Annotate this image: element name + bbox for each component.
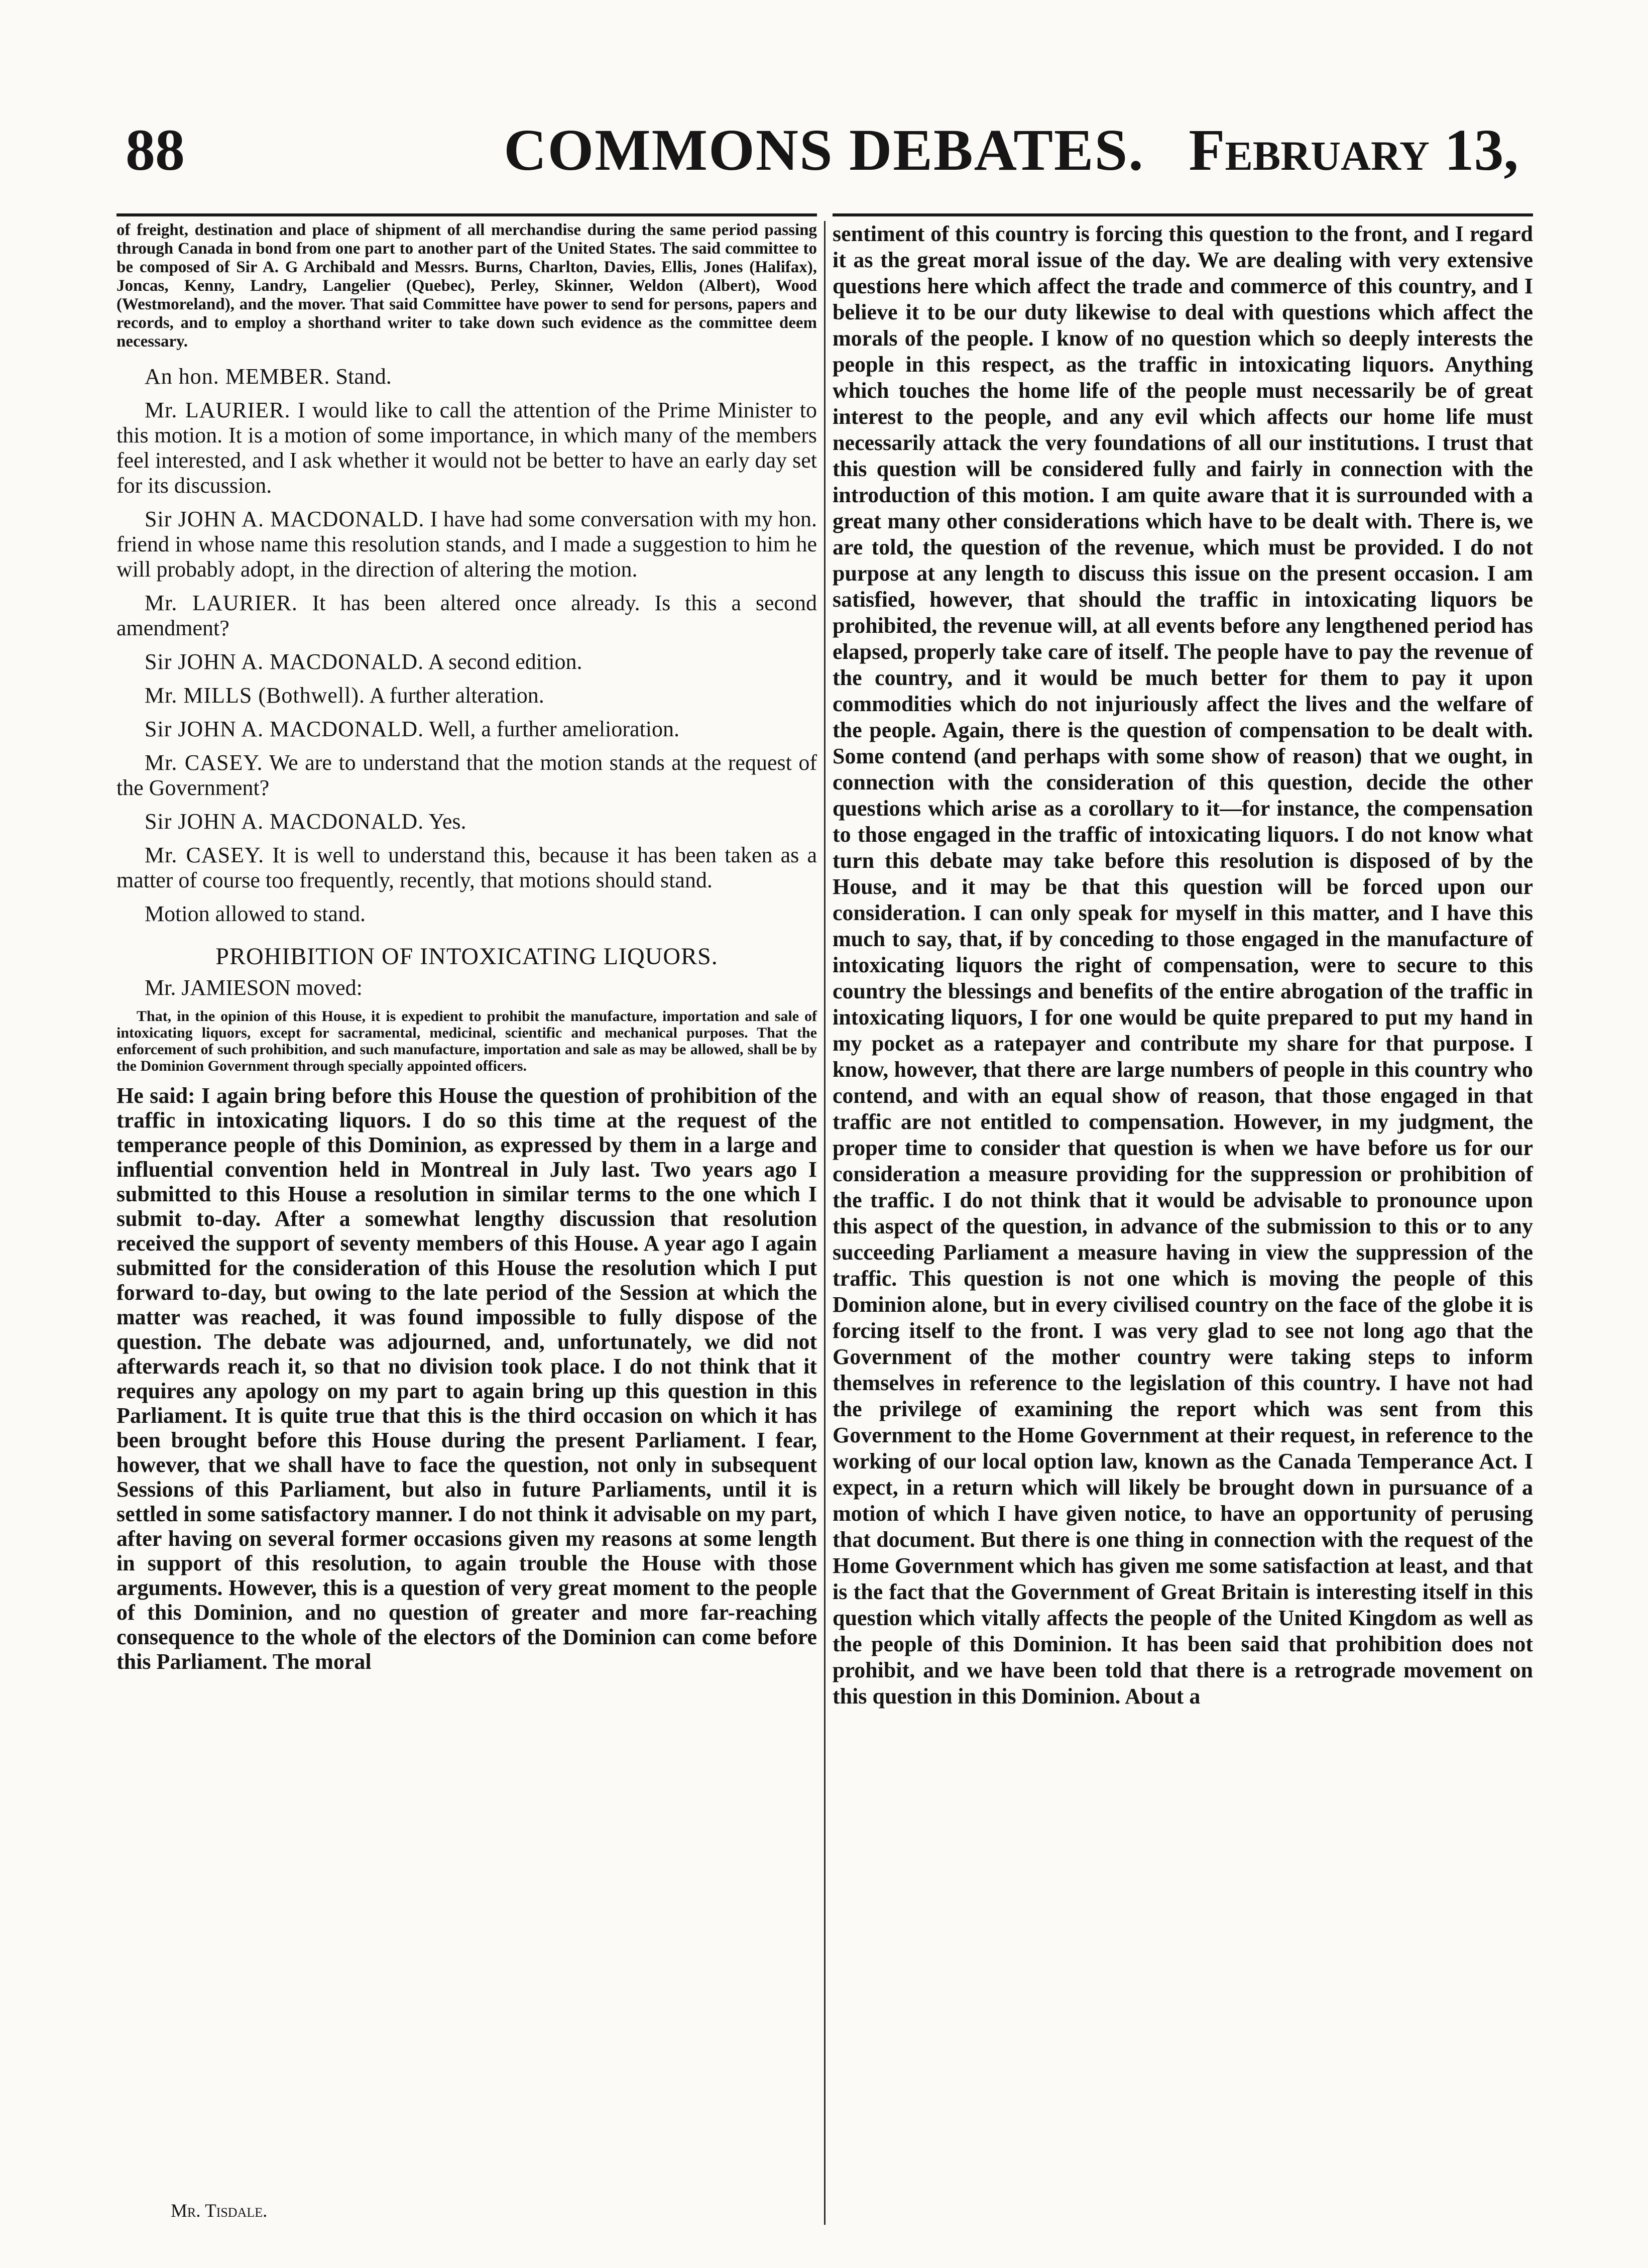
speech-text: It has been altered once already. Is this a second amendment? — [116, 591, 817, 640]
debate-paragraph — [116, 843, 817, 893]
page-number: 88 — [126, 117, 185, 183]
speaker-name: Sir JOHN A. MACDONALD. — [145, 809, 424, 834]
debate-paragraph — [116, 809, 817, 834]
debate-paragraph — [116, 649, 817, 674]
page-title: COMMONS DEBATES. — [504, 117, 1144, 183]
speaker-name: Mr. JAMIESON — [145, 975, 291, 1000]
header-rule-left — [116, 213, 817, 216]
left-column — [116, 221, 817, 1674]
speaker-name: Sir JOHN A. MACDONALD. — [145, 507, 425, 531]
page-date: February 13, — [1189, 117, 1518, 183]
resolution-text: That, in the opinion of this House, it is expedient to prohibit the manufacture, importation and sale of intoxicating liquors, except for sacramental, medicinal, scientific and mechanical purposes. That the enforcement of such prohibition, and such manufacture, importation and sale as may be allowed, shall be by the Dominion Government through specially appointed officers. — [116, 1008, 817, 1074]
speaker-name: Mr. CASEY. — [145, 750, 263, 775]
speech-text: A further alteration. — [369, 683, 544, 708]
section-heading: PROHIBITION OF INTOXICATING LIQUORS. — [215, 943, 718, 970]
speech-text: We are to understand that the motion stands at the request of the Government? — [116, 750, 817, 800]
speech-text: I have had some conversation with my hon. friend in whose name this resolution stands, and I made a suggestion to him he will probably adopt, in the direction of altering the motion. — [116, 507, 817, 582]
committee-text: of freight, destination and place of shipment of all merchandise during the same period passing through Canada in bond from one part to another part of the United States. The said committee to be composed of Sir A. G Archibald and Messrs. Burns, Charlton, Davies, Ellis, Jones (Halifax), Joncas, Kenny, Landry, Langelier (Quebec), Perley, Skinner, Weldon (Albert), Wood (Westmoreland), and the mover. That said Committee have power to send for persons, papers and records, and to employ a shorthand writer to take down such evidence as the committee deem necessary. — [116, 221, 817, 351]
debate-paragraph — [116, 507, 817, 582]
debate-paragraph — [116, 398, 817, 498]
speech-text: Well, a further amelioration. — [429, 717, 679, 741]
speech-text: A second edition. — [428, 649, 582, 674]
speech-text: It is well to understand this, because it has been taken as a matter of course too frequently, recently, that motions should stand. — [116, 843, 817, 892]
debate-paragraph — [116, 750, 817, 801]
debate-paragraph — [116, 591, 817, 641]
jamieson-speech: He said: I again bring before this House the question of prohibition of the traffic in intoxicating liquors. I do so this time at the request of the temperance people of this Dominion, as expressed by them in a large and influential convention held in Montreal in July last. Two years ago I submitted to this House a resolution in similar terms to the one which I submit to-day. After a somewhat lengthy discussion that resolution received the support of seventy members of this House. A year ago I again submitted for the consideration of this House the resolution which I put forward to-day, but owing to the late period of the Session at which the matter was reached, it was found impossible to fully dispose of the question. The debate was adjourned, and, unfortunately, we did not afterwards reach it, so that no division took place. I do not think that it requires any apology on my part to again bring up this question in this Parliament. It is quite true that this is the third occasion on which it has been brought before this House during the present Parliament. I fear, however, that we shall have to face the question, not only in subsequent Sessions of this Parliament, but also in future Parliaments, until it is settled in some satisfactory manner. I do not think it advisable on my part, after having on several former occasions given my reasons at some length in support of this resolution, to again trouble the House with those arguments. However, this is a question of very great moment to the people of this Dominion, and no question of greater and more far-reaching consequence to the whole of the electors of the Dominion can come before this Parliament. The moral — [116, 1083, 817, 1674]
debate-paragraph — [116, 364, 817, 389]
speaker-name: Mr. CASEY. — [145, 843, 265, 867]
speech-text: Stand. — [335, 364, 392, 389]
moved-text: moved: — [296, 975, 363, 1000]
speaker-name: An hon. MEMBER. — [145, 364, 330, 389]
debate-paragraph — [116, 683, 817, 708]
column-divider — [824, 221, 826, 2225]
right-column — [833, 221, 1533, 1710]
page-header — [0, 0, 1648, 221]
moved-line — [116, 974, 817, 1002]
debate-paragraph — [116, 717, 817, 742]
speaker-name: Mr. LAURIER. — [145, 398, 291, 422]
speaker-name: Sir JOHN A. MACDONALD. — [145, 717, 424, 741]
speech-continuation: sentiment of this country is forcing this question to the front, and I regard it as the great moral issue of the day. We are dealing with very extensive questions here which affect the trade and commerce of this country, and I believe it to be our duty likewise to deal with questions which affect the morals of the people. I know of no question which so deeply interests the people in this respect, as the traffic in intoxicating liquors. Anything which touches the home life of the people must necessarily be of great interest to the people, and any evil which affects our home life must necessarily attack the very foundations of all our institutions. I trust that this question will be considered fully and fairly in connection with the introduction of this motion. I am quite aware that it is surrounded with a great many other considerations which have to be dealt with. There is, we are told, the question of the revenue, which must be provided. I do not purpose at any length to discuss this issue on the present occasion. I am satisfied, however, that should the traffic in intoxicating liquors be prohibited, the revenue will, at all events before any lengthened period has elapsed, properly take care of itself. The people have to pay the revenue of the country, and it would be much better for them to pay it upon commodities which do not injuriously affect the lives and the welfare of the people. Again, there is the question of compensation to be dealt with. Some contend (and perhaps with some show of reason) that we ought, in connection with the consideration of this question, decide the other questions which arise as a corollary to it—for instance, the compensation to those engaged in the traffic of intoxicating liquors. I do not know what turn this debate may take before this resolution is disposed of by the House, and it may be that this question will be forced upon our consideration. I can only speak for myself in this matter, and I have this much to say, that, if by conceding to those engaged in the manufacture of intoxicating liquors the right of compensation, were to secure to this country the blessings and benefits of the entire abrogation of the traffic in intoxicating liquors, I for one would be quite prepared to put my hand in my pocket as a ratepayer and contribute my share for that purpose. I know, however, that there are large numbers of people in this country who contend, and with an equal show of reason, that those engaged in that traffic are not entitled to compensation. However, in my judgment, the proper time to consider that question is when we have before us for our consideration a measure providing for the suppression or prohibition of the traffic. I do not think that it would be advisable to pronounce upon this aspect of the question, in advance of the submission to this or to any succeeding Parliament a measure having in view the suppression of the traffic. This question is not one which is moving the people of this Dominion alone, but in every civilised country on the face of the globe it is forcing itself to the front. I was very glad to see not long ago that the Government of the mother country were taking steps to inform themselves in reference to the legislation of this country. I have not had the privilege of examining the report which was sent from this Government to the Home Government at their request, in reference to the working of our local option law, known as the Canada Temperance Act. I expect, in a return which will likely be brought down in pursuance of a motion of which I have given notice, to have an opportunity of perusing that document. But there is one thing in connection with the request of the Home Government which has given me some satisfaction at least, and that is the fact that the Government of Great Britain is interesting itself in this question which vitally affects the people of the United Kingdom as well as the people of this Dominion. It has been said that prohibition does not prohibit, and we have been told that there is a retrograde movement on this question in this Dominion. About a — [833, 221, 1533, 1709]
header-rule-right — [833, 213, 1533, 216]
speech-text: Yes. — [428, 809, 466, 834]
speaker-name: Mr. LAURIER. — [145, 591, 298, 615]
motion-note: Motion allowed to stand. — [145, 901, 366, 926]
speech-text: I would like to call the attention of the Prime Minister to this motion. It is a motion of some importance, in which many of the members feel interested, and I ask whether it would not be better to have an early day set for its discussion. — [116, 398, 817, 498]
speaker-name: Mr. MILLS (Bothwell). — [145, 683, 365, 708]
speaker-name: Sir JOHN A. MACDONALD. — [145, 649, 424, 674]
footer-speaker: Mr. Tisdale. — [171, 2201, 268, 2221]
